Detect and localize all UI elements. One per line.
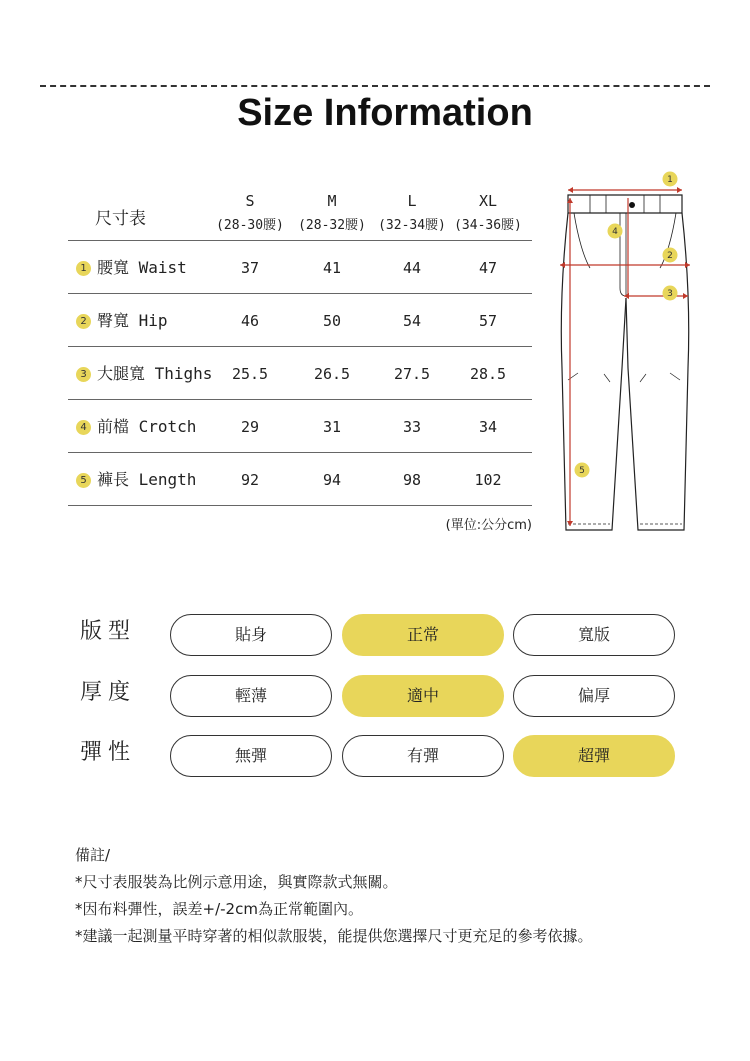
option-pill[interactable]: 偏厚 xyxy=(513,675,675,717)
table-cell: 92 xyxy=(240,471,260,489)
table-cell: 28.5 xyxy=(469,365,507,383)
attribute-thickness xyxy=(80,675,680,719)
marker-badge: 4 xyxy=(76,420,91,435)
size-range: (32-34腰) xyxy=(378,218,446,233)
marker-label: 4 xyxy=(612,227,618,237)
pants-diagram xyxy=(550,168,700,538)
table-row xyxy=(68,293,532,346)
size-label: L xyxy=(407,192,417,210)
attribute-fit xyxy=(80,614,680,658)
size-range: (28-30腰) xyxy=(216,218,284,233)
option-pill-selected[interactable]: 適中 xyxy=(342,675,504,717)
table-cell: 25.5 xyxy=(231,365,269,383)
option-pill[interactable]: 輕薄 xyxy=(170,675,332,717)
table-cell: 54 xyxy=(402,312,422,330)
table-corner-label: 尺寸表 xyxy=(95,209,146,229)
table-cell: 34 xyxy=(478,418,498,436)
table-cell: 94 xyxy=(322,471,342,489)
marker-badge: 1 xyxy=(76,261,91,276)
marker-label: 5 xyxy=(579,466,585,476)
table-row xyxy=(68,240,532,293)
option-pill[interactable]: 寬版 xyxy=(513,614,675,656)
option-pill-selected[interactable]: 超彈 xyxy=(513,735,675,777)
option-pill[interactable]: 無彈 xyxy=(170,735,332,777)
table-cell: 31 xyxy=(322,418,342,436)
row-label: 大腿寬 Thighs xyxy=(97,364,213,383)
attribute-elasticity xyxy=(80,735,680,779)
attribute-label: 彈性 xyxy=(80,740,137,765)
row-label: 前檔 Crotch xyxy=(97,417,197,436)
attribute-label: 版型 xyxy=(80,619,137,644)
table-cell: 29 xyxy=(240,418,260,436)
size-range: (28-32腰) xyxy=(298,218,366,233)
dashed-divider xyxy=(40,85,710,87)
table-row xyxy=(68,399,532,452)
marker-badge: 5 xyxy=(76,473,91,488)
marker-badge: 3 xyxy=(76,367,91,382)
attribute-label: 厚度 xyxy=(80,680,137,705)
table-cell: 33 xyxy=(402,418,422,436)
column-header xyxy=(290,192,374,233)
table-cell: 26.5 xyxy=(313,365,351,383)
table-cell: 44 xyxy=(402,259,422,277)
unit-note: (單位:公分cm) xyxy=(445,518,532,533)
row-label: 褲長 Length xyxy=(97,470,197,489)
marker-label: 2 xyxy=(667,251,673,261)
notes-section xyxy=(75,842,593,950)
table-cell: 37 xyxy=(240,259,260,277)
option-pill-selected[interactable]: 正常 xyxy=(342,614,504,656)
table-footer xyxy=(68,505,532,536)
row-label: 腰寬 Waist xyxy=(97,258,187,277)
note-line: *建議一起測量平時穿著的相似款服裝，能提供您選擇尺寸更充足的參考依據。 xyxy=(75,927,593,945)
column-header xyxy=(446,192,530,233)
option-pill[interactable]: 貼身 xyxy=(170,614,332,656)
table-cell: 50 xyxy=(322,312,342,330)
table-cell: 47 xyxy=(478,259,498,277)
notes-heading: 備註/ xyxy=(75,846,111,864)
size-table xyxy=(68,180,532,536)
table-header xyxy=(68,180,532,240)
column-header xyxy=(370,192,454,233)
table-cell: 41 xyxy=(322,259,342,277)
table-row xyxy=(68,346,532,399)
note-line: *因布料彈性，誤差+/-2cm為正常範圍內。 xyxy=(75,900,363,918)
page-title: Size Information xyxy=(237,92,533,134)
size-range: (34-36腰) xyxy=(454,218,522,233)
pants-illustration xyxy=(550,168,700,538)
size-label: S xyxy=(245,192,255,210)
marker-badge: 2 xyxy=(76,314,91,329)
note-line: *尺寸表服裝為比例示意用途，與實際款式無關。 xyxy=(75,873,398,891)
row-label: 臀寬 Hip xyxy=(97,311,168,330)
option-pill[interactable]: 有彈 xyxy=(342,735,504,777)
table-cell: 57 xyxy=(478,312,498,330)
table-cell: 102 xyxy=(474,471,502,489)
size-label: M xyxy=(327,192,337,210)
table-cell: 46 xyxy=(240,312,260,330)
marker-label: 3 xyxy=(667,289,673,299)
table-cell: 27.5 xyxy=(393,365,431,383)
size-label: XL xyxy=(478,192,498,210)
table-row xyxy=(68,452,532,505)
table-cell: 98 xyxy=(402,471,422,489)
column-header xyxy=(208,192,292,233)
marker-label: 1 xyxy=(667,175,673,185)
